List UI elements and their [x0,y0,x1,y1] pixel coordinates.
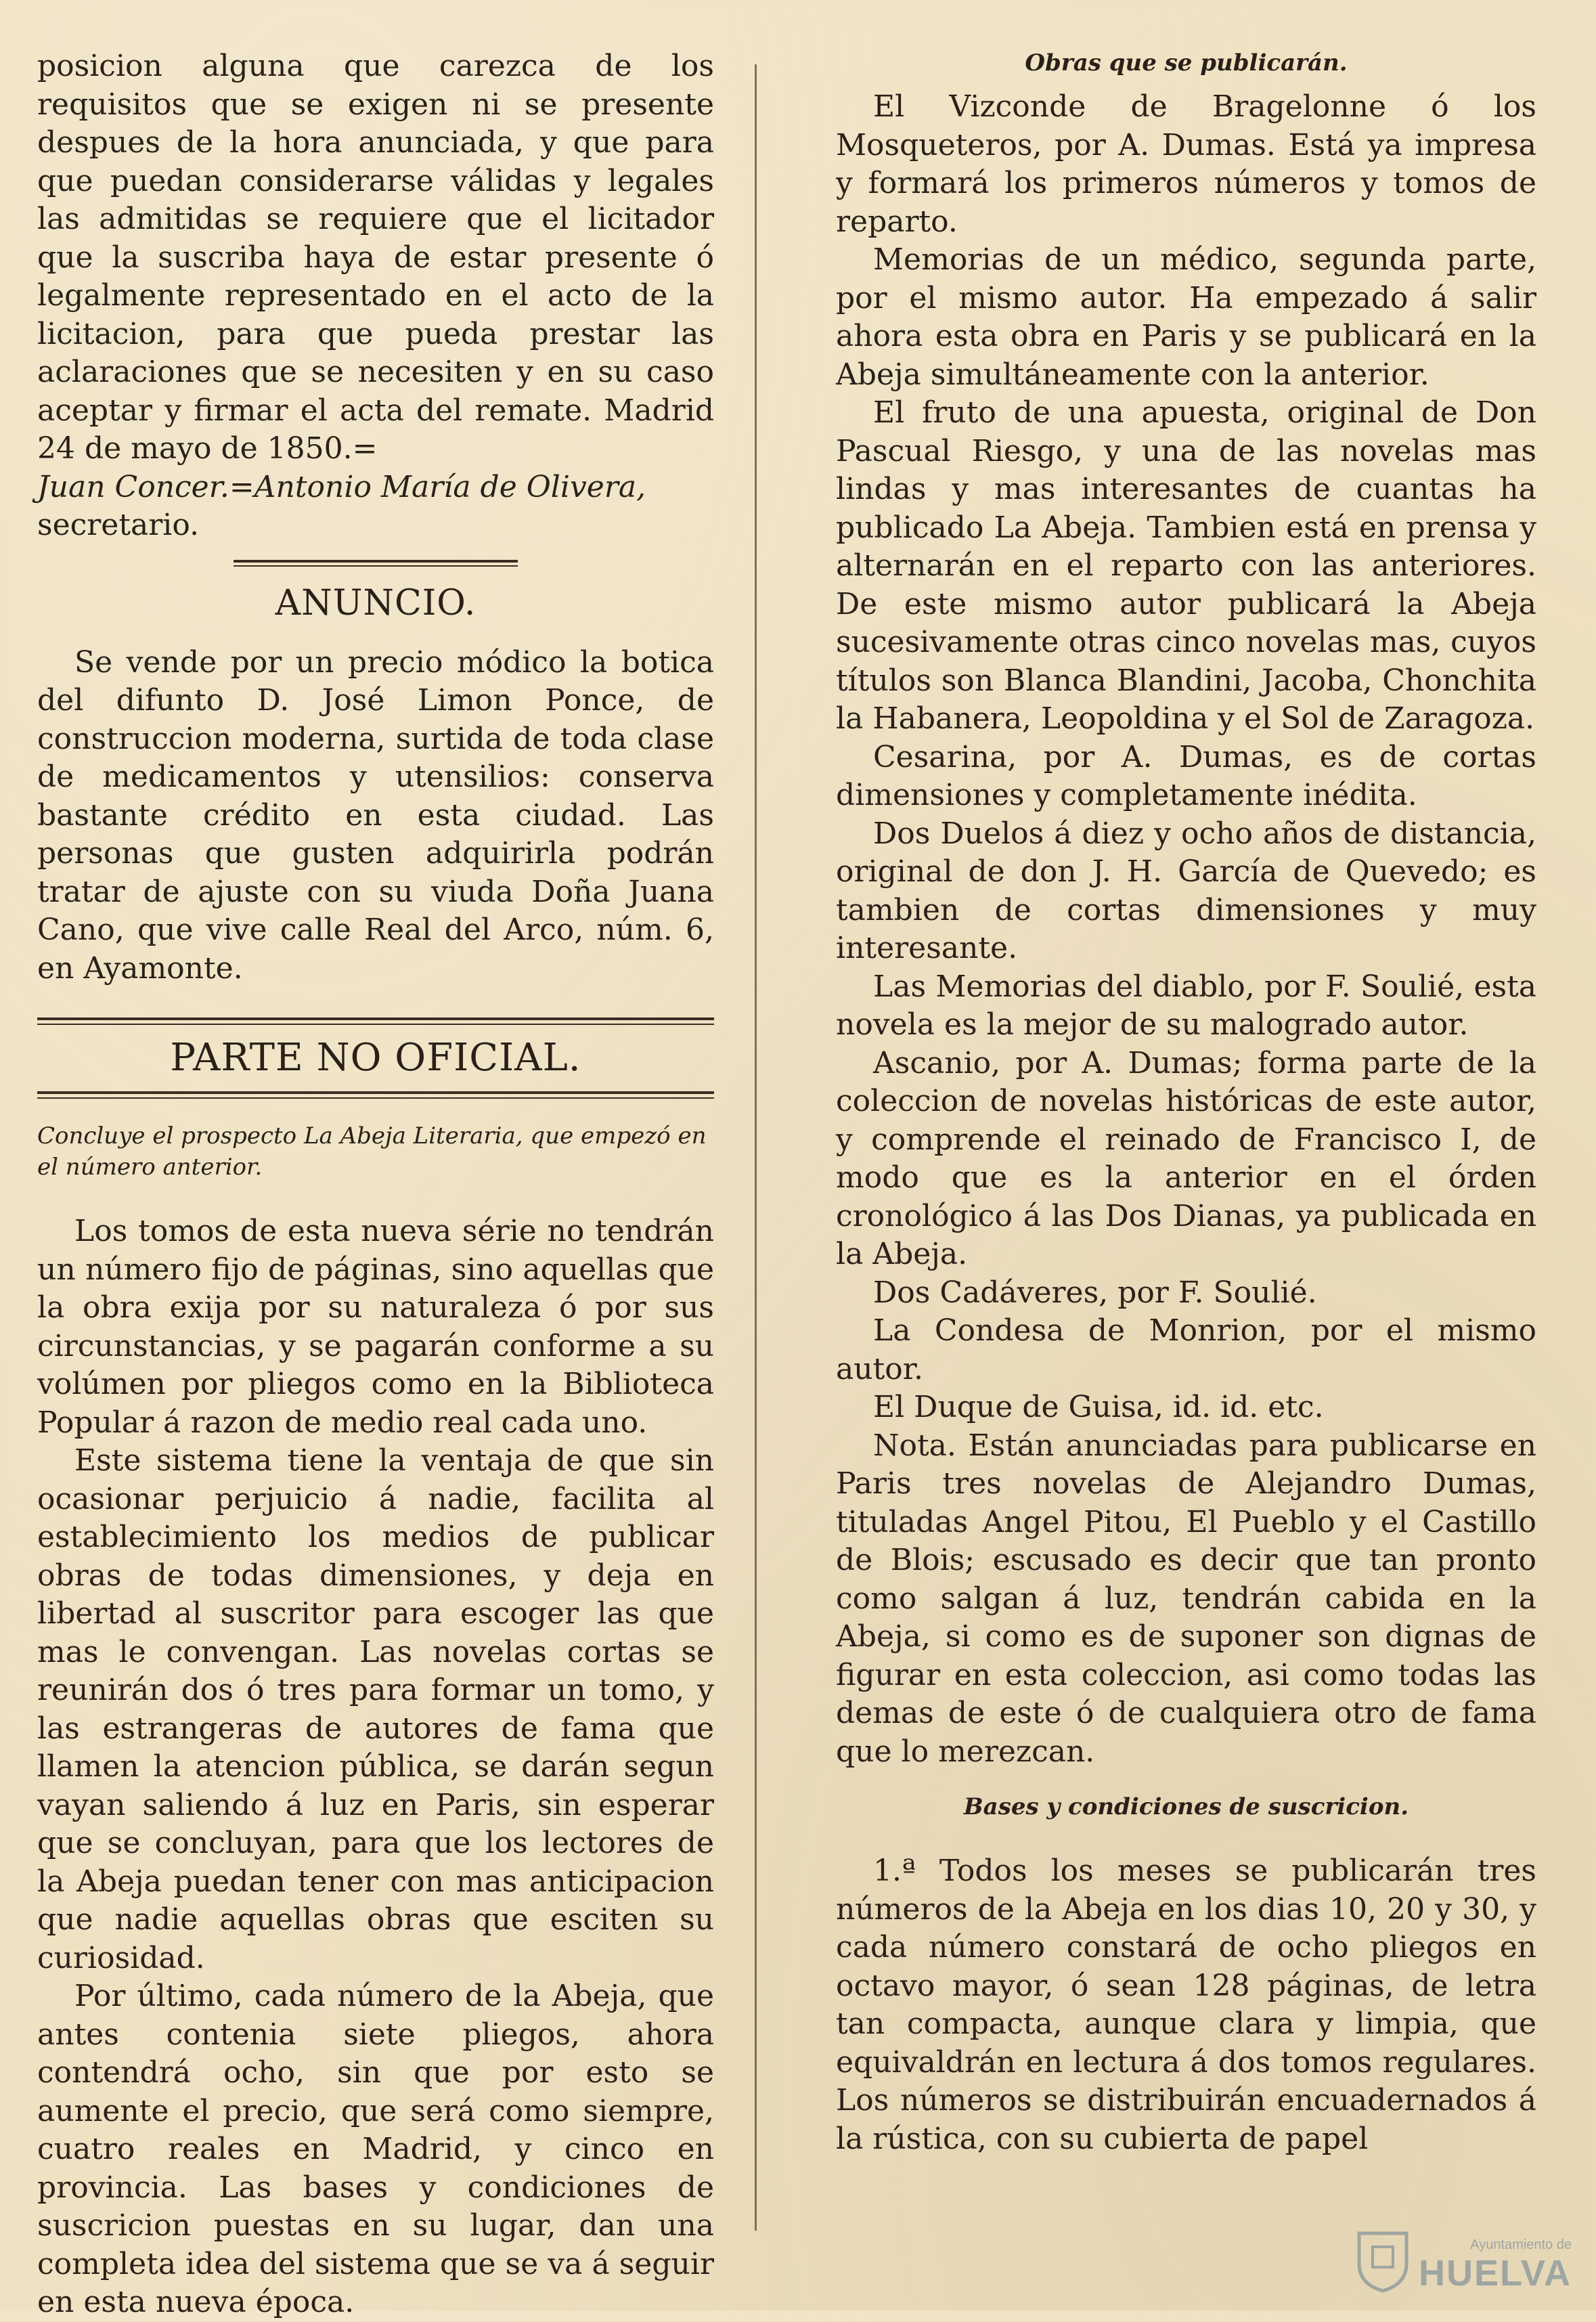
obra-item: Ascanio, por A. Dumas; forma parte de la coleccion de novelas históricas de este autor, y comprende el reinado de Francisco I, de modo que es la anterior en el órden cronológico á las Dos Dianas, ya publicada en la Abeja. [836,1045,1536,1271]
auction-signers: Juan Concer.=Antonio María de Olivera, [37,469,646,504]
auction-signer-title: secretario. [37,508,200,542]
section-divider-bottom [37,1091,714,1099]
obra-item: El fruto de una apuesta, original de Don Pascual Riesgo, y una de las novelas mas lindas y mas interesantes de cuantas ha publicado La Abeja. Tambien está en prensa y alternarán en el reparto con las anteriores. De este mismo autor publicará la Abeja sucesivamente otras cinco novelas mas, cuyos títulos son Blanca Blandini, Jacoba, Chonchita la Habanera, Leopoldina y el Sol de Zaragoza. [836,395,1536,736]
nota-paragraph: Nota. Están anunciadas para publicarse en Paris tres novelas de Alejandro Dumas, tituladas Angel Pitou, El Pueblo y el Castillo de Blois; escusado es decir que tan pronto como salgan á luz, tendrán cabida en la Abeja, si como es de suponer son dignas de figurar en esta coleccion, asi como todas las demas de este ó de cualquiera otro de fama que lo merezcan. [836,1428,1536,1769]
obra-item: El Vizconde de Bragelonne ó los Mosqueteros, por A. Dumas. Está ya impresa y formará los primeros números y tomos de reparto. [836,89,1536,239]
prospecto-note: Concluye el prospecto La Abeja Literaria, que empezó en el número anterior. [37,1122,707,1181]
watermark-small-text: Ayuntamiento de [1470,2237,1572,2252]
obra-item: La Condesa de Monrion, por el mismo autor. [836,1313,1536,1386]
archive-watermark [1352,2222,1576,2297]
prospecto-paragraph-1: Los tomos de esta nueva série no tendrán un número fijo de páginas, sino aquellas que la obra exija por su naturaleza ó por sus circunstancias, y se pagarán conforme a su volúmen por pliegos como en la Biblioteca Popular á razon de medio real cada uno. [37,1214,714,1440]
obra-item: Memorias de un médico, segunda parte, por el mismo autor. Ha empezado á salir ahora esta obra en Paris y se publicará en la Abeja simultáneamente con la anterior. [836,242,1536,392]
parte-no-oficial-heading: PARTE NO OFICIAL. [170,1036,581,1080]
obra-item: Cesarina, por A. Dumas, es de cortas dimensiones y completamente inédita. [836,739,1536,812]
coat-of-arms-icon [1352,2227,1413,2294]
prospecto-paragraph-2: Este sistema tiene la ventaja de que sin ocasionar perjuicio á nadie, facilita al establecimiento los medios de publicar obras de todas dimensiones, y deja en libertad al suscritor para escoger las que mas le convengan. Las novelas cortas se reunirán dos ó tres para formar un tomo, y las estrangeras de autores de fama que llamen la atencion pública, se darán segun vayan saliendo á luz en Paris, sin esperar que se concluyan, para que los lectores de la Abeja puedan tener con mas anticipacion que nadie aquellas obras que esciten su curiosidad. [37,1443,714,1975]
anuncio-heading: ANUNCIO. [275,582,476,623]
obra-item: Las Memorias del diablo, por F. Soulié, esta novela es la mejor de su malogrado autor. [836,969,1536,1042]
anuncio-text: Se vende por un precio módico la botica del difunto D. José Limon Ponce, de construccion moderna, surtida de toda clase de medicamentos y utensilios: conserva bastante crédito en esta ciudad. Las personas que gusten adquirirla podrán tratar de ajuste con su viuda Doña Juana Cano, que vive calle Real del Arco, núm. 6, en Ayamonte. [37,644,714,986]
prospecto-paragraph-3: Por último, cada número de la Abeja, que antes contenia siete pliegos, ahora contendrá ocho, sin que por esto se aumente el precio, que será como siempre, cuatro reales en Madrid, y cinco en provincia. Las bases y condiciones de suscricion puestas en su lugar, dan una completa idea del sistema que se va á seguir en esta nueva época. [37,1979,714,2319]
section-divider [234,560,518,567]
column-divider [755,64,757,2231]
obras-heading: Obras que se publicarán. [1025,49,1348,76]
left-column [37,47,714,2322]
right-column [836,47,1536,2158]
watermark-big-text: HUELVA [1419,2253,1572,2294]
auction-notice-text: posicion alguna que carezca de los requisitos que se exigen ni se presente despues de la hora anunciada, y que para que puedan considerarse válidas y legales las admitidas se requiere que el licitador que la suscriba haya de estar presente ó legalmente representado en el acto de la licitacion, para que pueda prestar las aclaraciones que se necesiten y en su caso aceptar y firmar el acta del remate. Madrid 24 de mayo de 1850.= [37,49,714,466]
section-divider-top [37,1017,714,1025]
obra-item: Dos Duelos á diez y ocho años de distancia, original de don J. H. García de Quevedo; es tambien de cortas dimensiones y muy interesante. [836,816,1536,965]
bases-heading: Bases y condiciones de suscricion. [963,1793,1409,1820]
obra-item: El Duque de Guisa, id. id. etc. [873,1390,1324,1424]
bases-paragraph-1: 1.ª Todos los meses se publicarán tres números de la Abeja en los dias 10, 20 y 30, y cada número constará de ocho pliegos en octavo mayor, ó sean 128 páginas, de letra tan compacta, aunque clara y limpia, que equivaldrán en lectura á dos tomos regulares. Los números se distribuirán encuadernados á la rústica, con su cubierta de papel [836,1854,1536,2156]
obra-item: Dos Cadáveres, por F. Soulié. [873,1275,1317,1310]
